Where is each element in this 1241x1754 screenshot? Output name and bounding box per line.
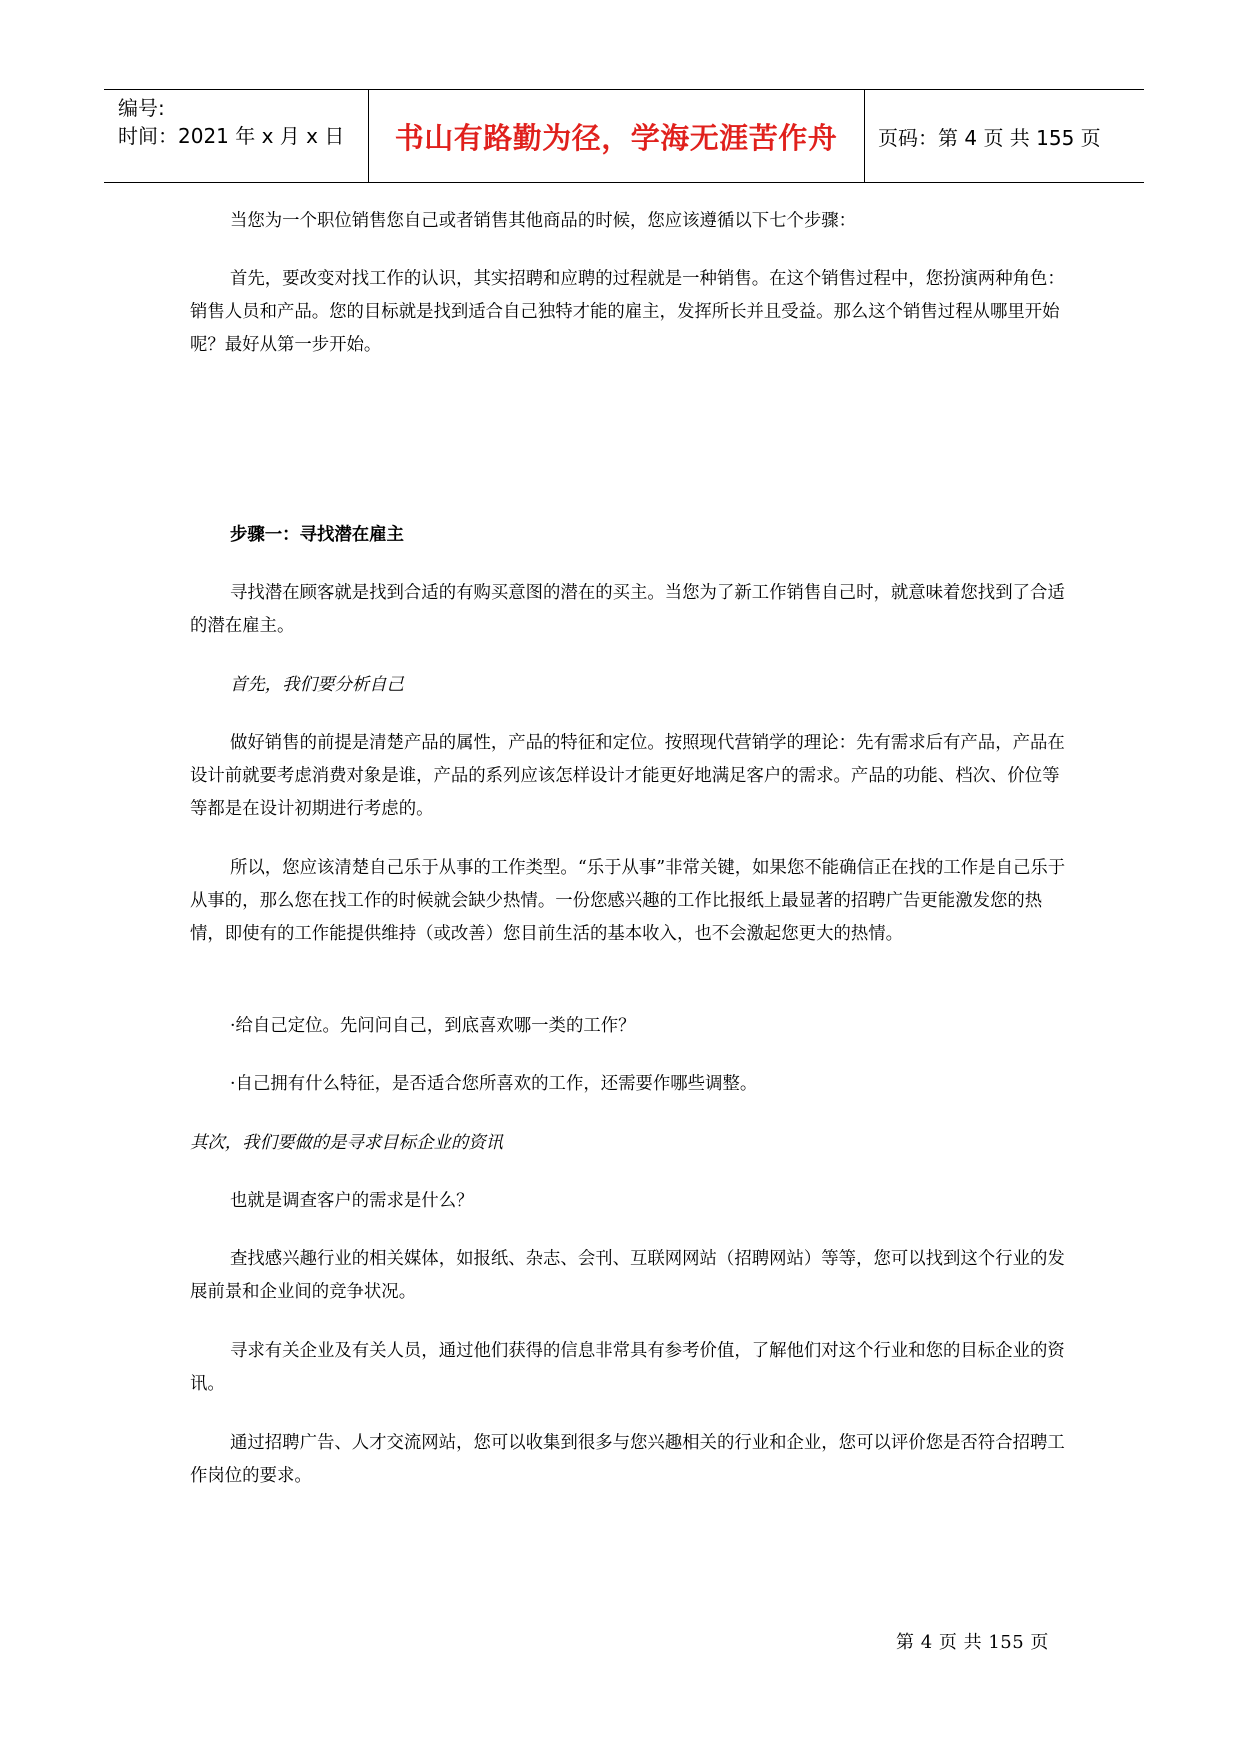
header-page-cell bbox=[864, 90, 1144, 182]
page-header bbox=[104, 89, 1144, 183]
bullet-traits: ·自己拥有什么特征，是否适合您所喜欢的工作，还需要作哪些调整。 bbox=[230, 1074, 758, 1094]
page-code: 页码：第 4 页 共 155 页 bbox=[878, 125, 1101, 150]
paragraph-intro: 当您为一个职位销售您自己或者销售其他商品的时候，您应该遵循以下七个步骤： bbox=[230, 211, 857, 231]
header-motto-cell bbox=[368, 90, 865, 182]
paragraph-first: 首先，要改变对找工作的认识，其实招聘和应聘的过程就是一种销售。在这个销售过程中，您扮演两种角色：销售人员和产品。您的目标就是找到适合自己独特才能的雇主，发挥所长并且受益。那么这个销售过程从哪里开始呢？最好从第一步开始。 bbox=[190, 269, 1065, 355]
step1-heading: 步骤一：寻找潜在雇主 bbox=[230, 525, 404, 545]
bullet-positioning: ·给自己定位。先问问自己，到底喜欢哪一类的工作？ bbox=[230, 1016, 636, 1036]
page-footer: 第 4 页 共 155 页 bbox=[896, 1632, 1049, 1653]
subheading-target-info: 其次，我们要做的是寻求目标企业的资讯 bbox=[190, 1133, 504, 1153]
time-label: 时间：2021 年 x 月 x 日 bbox=[118, 124, 345, 148]
paragraph-step1: 寻找潜在顾客就是找到合适的有购买意图的潜在的买主。当您为了新工作销售自己时，就意味着您找到了合适的潜在雇主。 bbox=[190, 583, 1065, 636]
paragraph-media: 查找感兴趣行业的相关媒体，如报纸、杂志、会刊、互联网网站（招聘网站）等等，您可以找到这个行业的发展前景和企业间的竞争状况。 bbox=[190, 1249, 1065, 1302]
paragraph-enjoy-work: 所以，您应该清楚自己乐于从事的工作类型。“乐于从事”非常关键，如果您不能确信正在找的工作是自己乐于从事的，那么您在找工作的时候就会缺少热情。一份您感兴趣的工作比报纸上最显著的招聘广告更能激发您的热情，即使有的工作能提供维持（或改善）您目前生活的基本收入，也不会激起您更大的热情。 bbox=[190, 858, 1066, 944]
paragraph-people: 寻求有关企业及有关人员，通过他们获得的信息非常具有参考价值，了解他们对这个行业和您的目标企业的资讯。 bbox=[190, 1341, 1065, 1394]
header-info-cell bbox=[104, 90, 369, 182]
paragraph-product: 做好销售的前提是清楚产品的属性，产品的特征和定位。按照现代营销学的理论：先有需求后有产品，产品在设计前就要考虑消费对象是谁，产品的系列应该怎样设计才能更好地满足客户的需求。产品的功能、档次、价位等等都是在设计初期进行考虑的。 bbox=[190, 733, 1065, 819]
paragraph-customer-needs: 也就是调查客户的需求是什么？ bbox=[230, 1191, 474, 1211]
number-label: 编号: bbox=[118, 96, 165, 120]
motto: 书山有路勤为径，学海无涯苦作舟 bbox=[394, 120, 838, 155]
subheading-analyze-self: 首先，我们要分析自己 bbox=[230, 675, 404, 695]
paragraph-ads: 通过招聘广告、人才交流网站，您可以收集到很多与您兴趣相关的行业和企业，您可以评价您是否符合招聘工作岗位的要求。 bbox=[190, 1433, 1065, 1486]
